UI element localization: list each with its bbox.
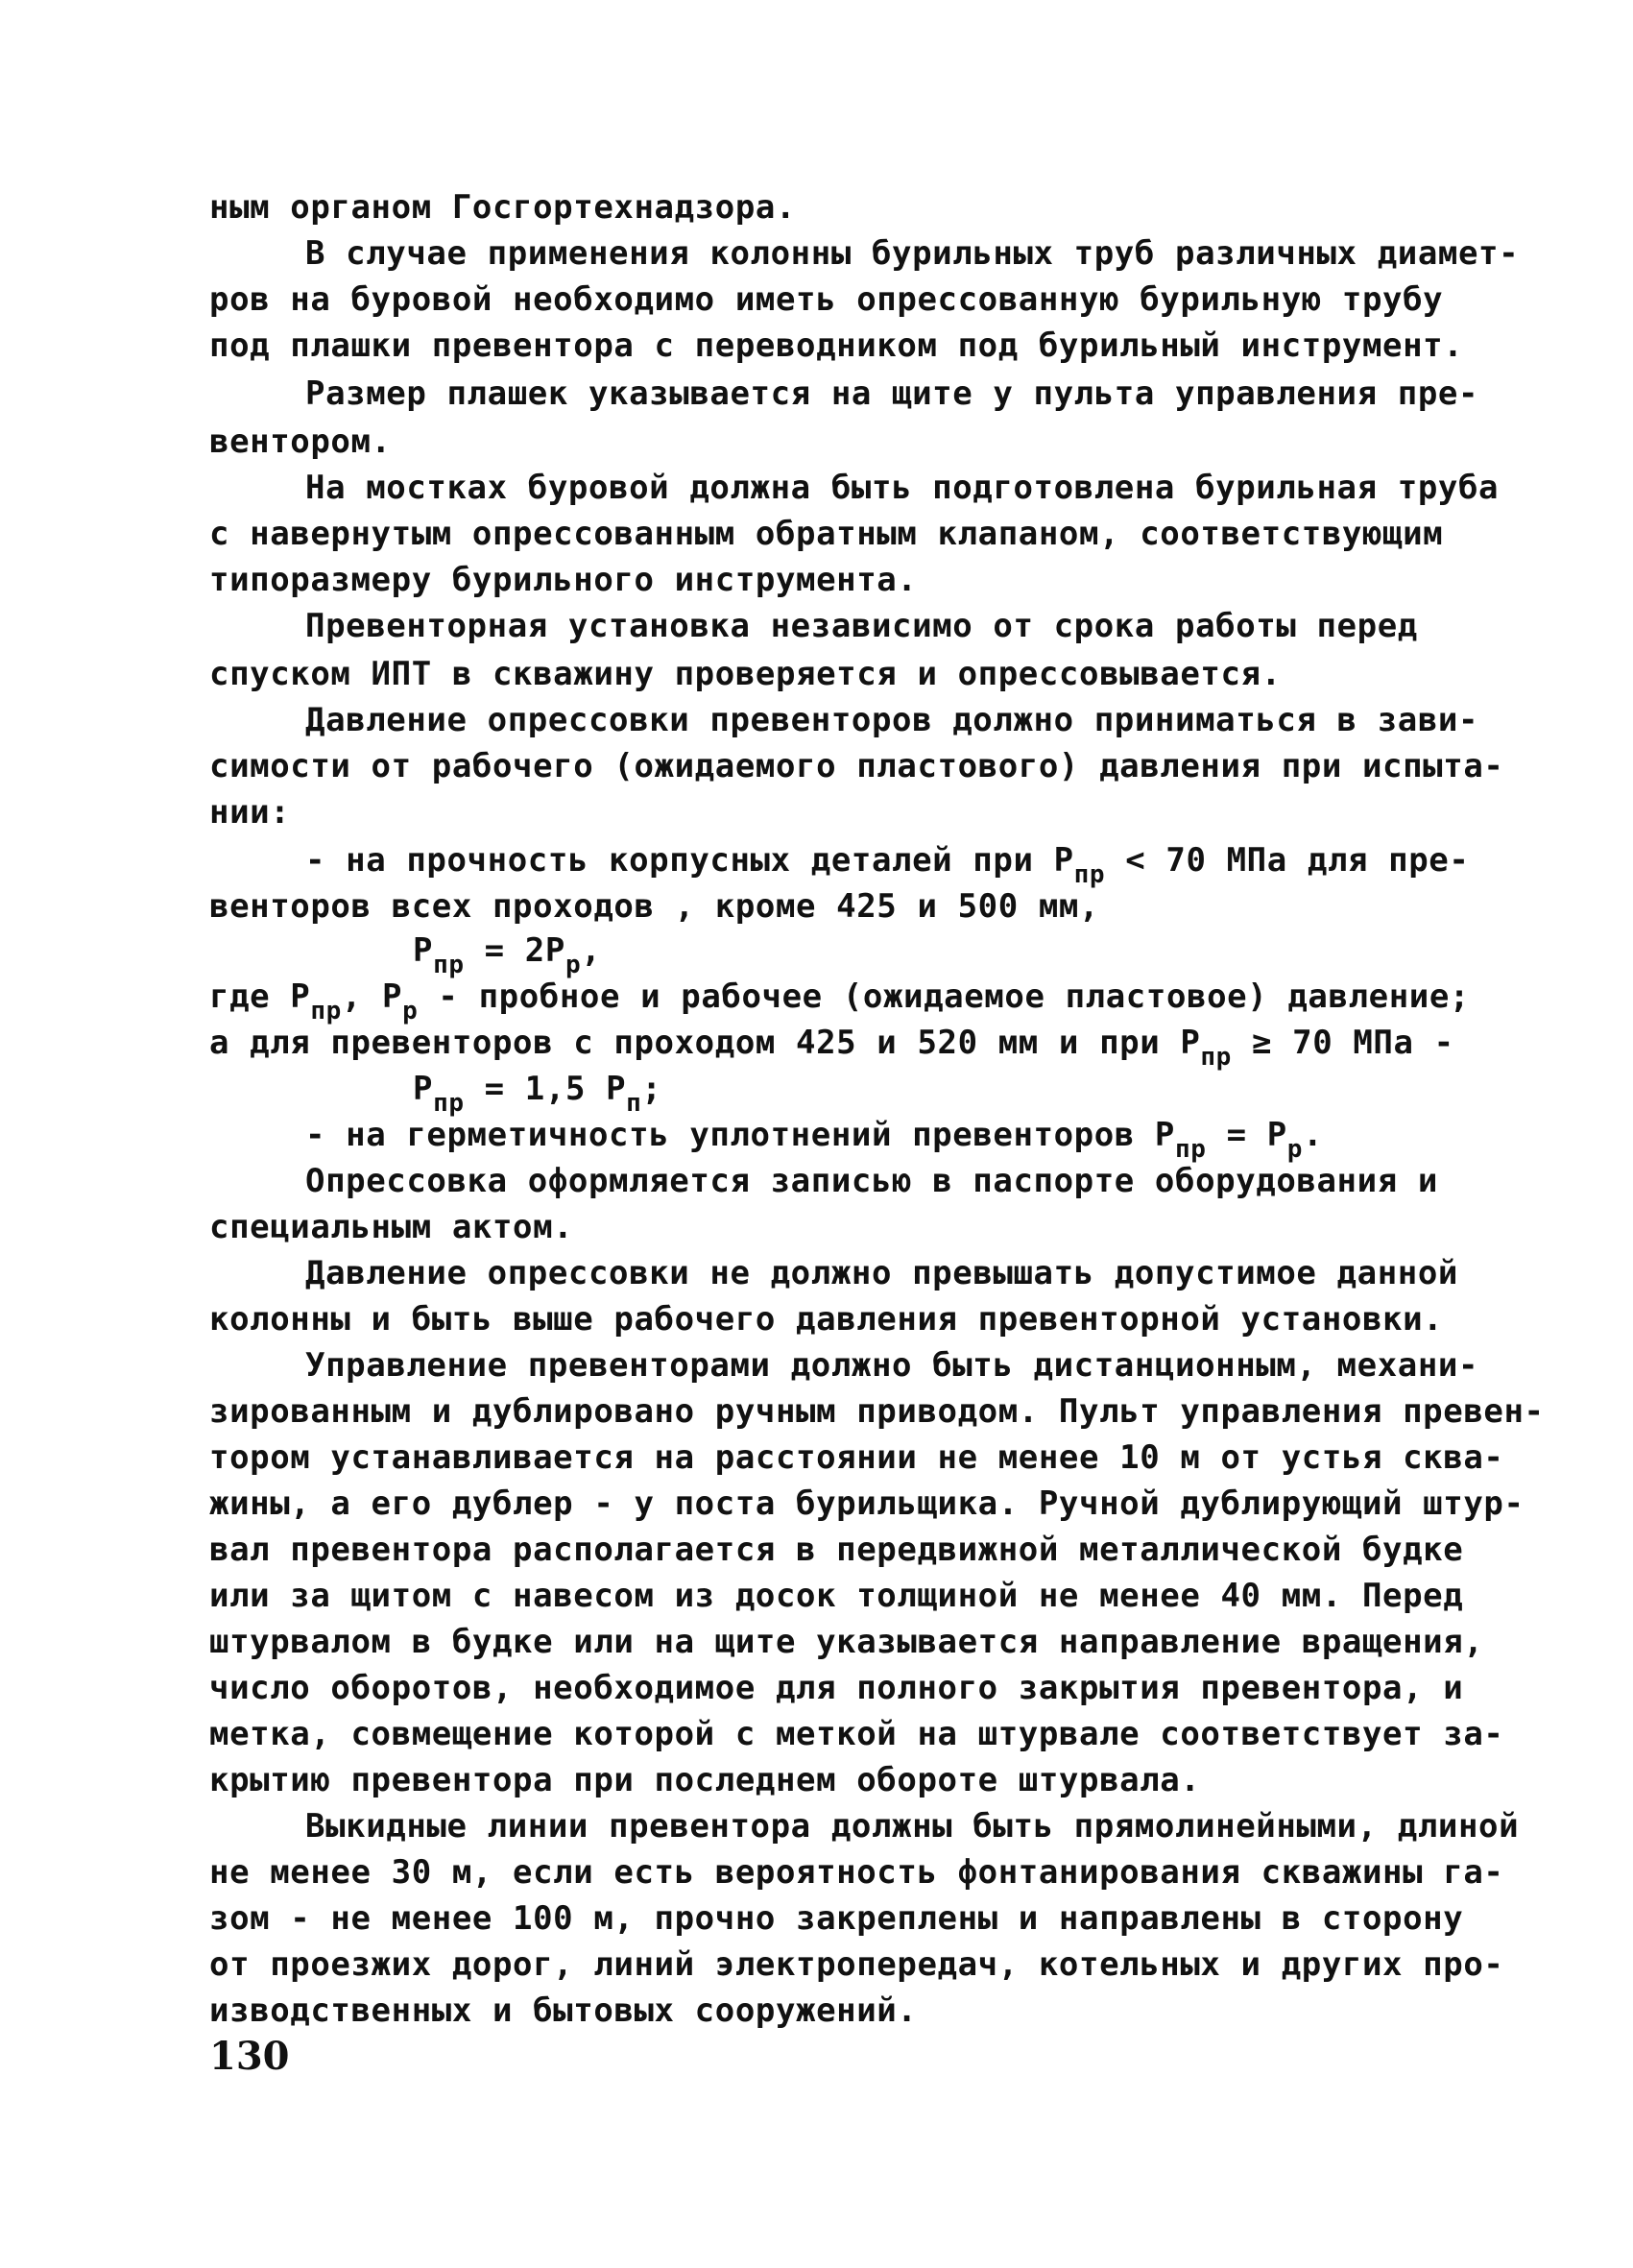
text-line: вентором. xyxy=(209,422,392,461)
formula-line: $Р_{пр} = 1,5$ $Р_п$; xyxy=(413,1070,662,1118)
text-line: ным органом Госгортехнадзора. xyxy=(209,188,797,227)
text-line: число оборотов, необходимое для полного закрытия превентора, и xyxy=(209,1669,1464,1707)
text-line: тором устанавливается на расстоянии не менее 10 м от устья сква- xyxy=(209,1438,1504,1477)
text-line: ров на буровой необходимо иметь опрессованную бурильную трубу xyxy=(209,280,1444,319)
text-line: Выкидные линии превентора должны быть прямолинейными, длиной xyxy=(305,1807,1520,1846)
text-line: Размер плашек указывается на щите у пульта управления пре- xyxy=(305,374,1479,413)
formula-line: - на прочность корпусных деталей при $Р_{пр} < 70$ МПа для пре- xyxy=(305,841,1470,889)
text-line: спуском ИПТ в скважину проверяется и опрессовывается. xyxy=(209,655,1282,693)
text-line: Давление опрессовки превенторов должно приниматься в зави- xyxy=(305,701,1479,739)
text-line: не менее 30 м, если есть вероятность фонтанирования скважины га- xyxy=(209,1853,1504,1892)
text-line: В случае применения колонны бурильных труб различных диамет- xyxy=(305,234,1520,273)
text-line: Опрессовка оформляется записью в паспорте оборудования и xyxy=(305,1162,1438,1200)
text-line: под плашки превентора с переводником под бурильный инструмент. xyxy=(209,326,1464,365)
text-line: нии: xyxy=(209,793,291,832)
text-line: зированным и дублировано ручным приводом. Пульт управления превен- xyxy=(209,1392,1545,1431)
text-line: от проезжих дорог, линий электропередач, котельных и других про- xyxy=(209,1945,1504,1984)
text-line: симости от рабочего (ожидаемого пластового) давления при испыта- xyxy=(209,747,1504,785)
text-line: жины, а его дублер - у поста бурильщика. Ручной дублирующий штур- xyxy=(209,1484,1525,1523)
text-line: вал превентора располагается в передвижной металлической будке xyxy=(209,1531,1464,1569)
formula-line: где $Р_{пр}$, $Р_р$ - пробное и рабочее (ожидаемое пластовое) давление; xyxy=(209,977,1470,1025)
text-line: специальным актом. xyxy=(209,1208,574,1246)
text-line: Давление опрессовки не должно превышать допустимое данной xyxy=(305,1254,1458,1292)
text-line: метка, совмещение которой с меткой на штурвале соответствует за- xyxy=(209,1715,1504,1753)
text-line: зом - не менее 100 м, прочно закреплены и направлены в сторону xyxy=(209,1899,1464,1938)
page-number: 130 xyxy=(209,2034,290,2079)
text-line: На мостках буровой должна быть подготовлена бурильная труба xyxy=(305,469,1500,507)
formula-line: - на герметичность уплотнений превенторов $Р_{пр} = Р_р$. xyxy=(305,1116,1324,1164)
text-line: типоразмеру бурильного инструмента. xyxy=(209,561,918,599)
text-line: крытию превентора при последнем обороте штурвала. xyxy=(209,1761,1201,1799)
text-line: Управление превенторами должно быть дистанционным, механи- xyxy=(305,1346,1479,1385)
text-line: штурвалом в будке или на щите указывается направление вращения, xyxy=(209,1623,1484,1661)
text-line: Превенторная установка независимо от срока работы перед xyxy=(305,607,1418,645)
formula-line: а для превенторов с проходом 425 и 520 мм и при $Р_{пр} \ge 70$ МПа - xyxy=(209,1024,1454,1072)
formula-line: $Р_{пр} = 2Р_р$, xyxy=(413,931,602,979)
text-line: колонны и быть выше рабочего давления превенторной установки. xyxy=(209,1300,1444,1339)
text-line: с навернутым опрессованным обратным клапаном, соответствующим xyxy=(209,515,1444,553)
text-line: или за щитом с навесом из досок толщиной не менее 40 мм. Перед xyxy=(209,1577,1464,1615)
text-line: венторов всех проходов , кроме 425 и 500 мм, xyxy=(209,887,1100,926)
text-line: изводственных и бытовых сооружений. xyxy=(209,1991,918,2030)
